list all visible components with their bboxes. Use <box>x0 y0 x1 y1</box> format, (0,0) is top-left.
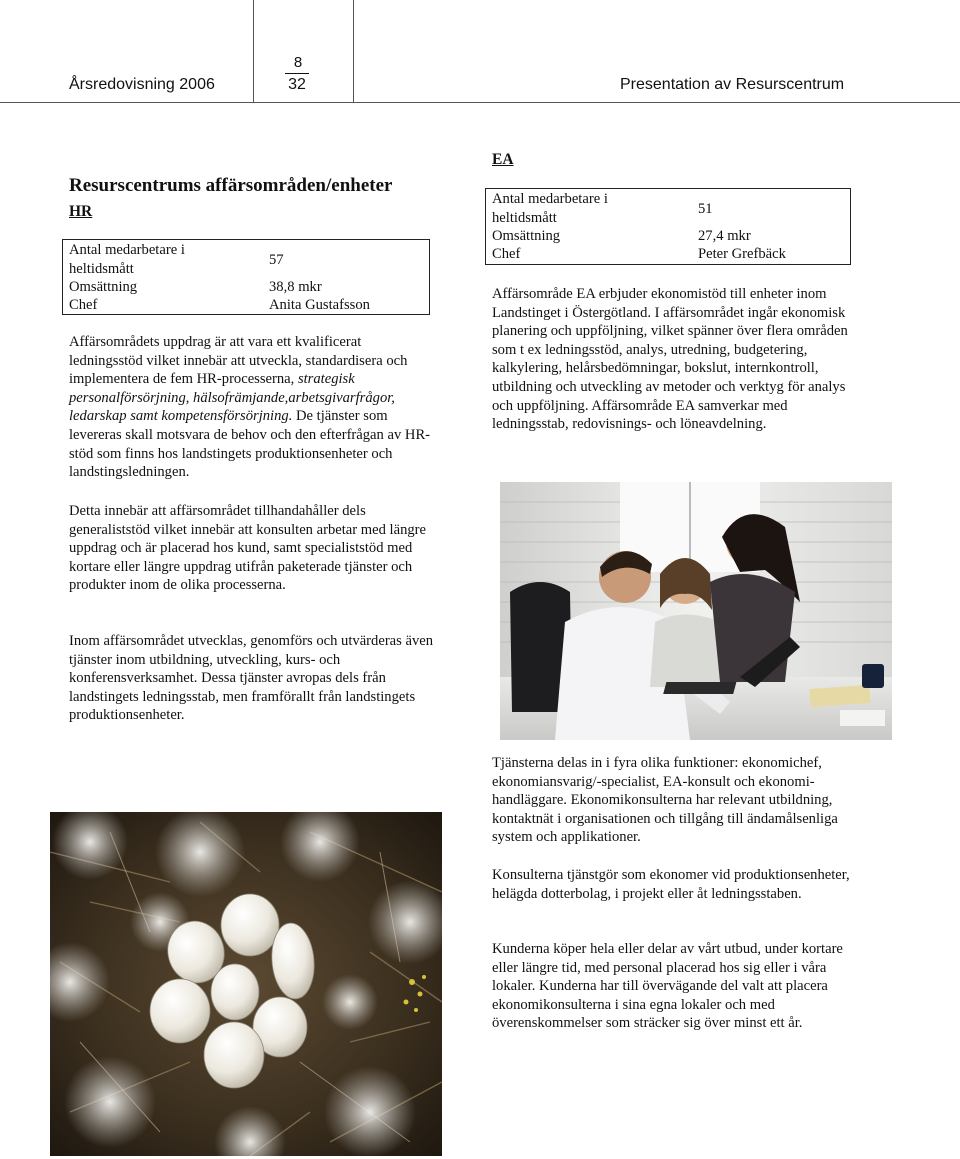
office-team-illustration <box>500 482 892 740</box>
ea-staff-label-1: Antal medarbetare i <box>492 191 608 207</box>
hr-staff-value: 57 <box>269 252 284 268</box>
hr-paragraph-3: Inom affärsområdet utvecklas, genomförs och utvärderas även tjänster inom utbildning, utveckling, kurs- och konferensverksamhet. Dessa tjänster avropas dels från landstingets ledningsstab, men framförallt från landstingets produktionsenheter. <box>69 633 434 724</box>
hr-chief-label: Chef <box>69 297 98 313</box>
hr-info-box <box>62 239 430 315</box>
ea-paragraph-2: Tjänsterna delas in i fyra olika funktioner: ekonomichef, ekonomiansvarig/-specialist, EA-konsult och ekonomi-handläggare. Ekonomikonsulterna har relevant utbildning, kontaktnät i organisationen och tillgång till ändamålsenliga system och applikationer. <box>492 755 838 846</box>
page-number-top: 8 <box>293 54 303 71</box>
hr-chief-value: Anita Gustafsson <box>269 297 370 313</box>
eggs-nest-photo <box>50 812 442 1156</box>
ea-heading: EA <box>492 151 514 168</box>
page-title: Resurscentrums affärsområden/enheter <box>69 175 393 196</box>
ea-revenue-value: 27,4 mkr <box>698 228 751 244</box>
hr-heading: HR <box>69 203 93 220</box>
ea-staff-label-2: heltidsmått <box>492 210 557 226</box>
ea-revenue-label: Omsättning <box>492 228 561 244</box>
page-number-rule <box>285 73 309 74</box>
header-divider-right <box>353 0 354 102</box>
ea-staff-value: 51 <box>698 201 713 217</box>
header-divider-left <box>253 0 254 102</box>
ea-chief-value: Peter Grefbäck <box>698 246 786 262</box>
ea-paragraph-1: Affärsområde EA erbjuder ekonomistöd till enheter inom Landstinget i Östergötland. I affärsområdet ingår ekonomisk planering och uppföljning, vilket spänner över flera områden som t ex ledningsstöd, analys, utredning, budgetering, kalkylering, helårsbedömningar, bokslut, internkontroll, utbildning och utveckling av metoder och verktyg för analys och uppföljning. Affärsområde EA samverkar med ledningsstab, redovisnings- och löneavdelning. <box>492 286 848 433</box>
hr-paragraph-2: Detta innebär att affärsområdet tillhandahåller dels generaliststöd vilket innebär att konsulten arbetar med längre uppdrag och är placerad hos kund, samt specialiststöd med kortare eller längre uppdrag utifrån paketerade tjänster och produkter inom de olika processerna. <box>69 503 427 594</box>
header-section-title: Presentation av Resurscentrum <box>620 76 845 93</box>
eggs-nest-illustration <box>50 812 442 1156</box>
hr-paragraph-1: Affärsområdets uppdrag är att vara ett kvalificerat ledningsstöd vilket innebär att utveckla, standardisera och implementera de fem HR-processerna, strategisk personalförsörjning, hälsofrämjande,arbetsgivarfrågor, ledarskap samt kompetensförsörjning. De tjänster som levereras skall motsvara de behov och den efterfrågan av HR-stöd som finns hos landstingets produktionsenheter och landstingsledningen. <box>69 334 431 481</box>
hr-revenue-value: 38,8 mkr <box>269 279 322 295</box>
ea-paragraph-4: Kunderna köper hela eller delar av vårt utbud, under kortare eller längre tid, med personal placerad hos sig eller i våra lokaler. Kunderna har till övervägande del valt att placera ekonomikonsulterna i sina egna lokaler och med överenskommelser som sträcker sig över minst ett år. <box>492 941 843 1032</box>
ea-info-box <box>485 188 851 265</box>
ea-chief-label: Chef <box>492 246 521 262</box>
hr-staff-label-1: Antal medarbetare i <box>69 242 185 258</box>
page-number-bottom: 32 <box>288 76 306 93</box>
header-report-title: Årsredovisning 2006 <box>69 76 215 93</box>
ea-paragraph-3: Konsulterna tjänstgör som ekonomer vid produktionsenheter, helägda dotterbolag, i projekt eller åt ledningsstaben. <box>492 867 850 902</box>
hr-staff-label-2: heltidsmått <box>69 261 134 277</box>
office-team-photo <box>500 482 892 740</box>
hr-revenue-label: Omsättning <box>69 279 138 295</box>
header-rule <box>0 102 960 103</box>
